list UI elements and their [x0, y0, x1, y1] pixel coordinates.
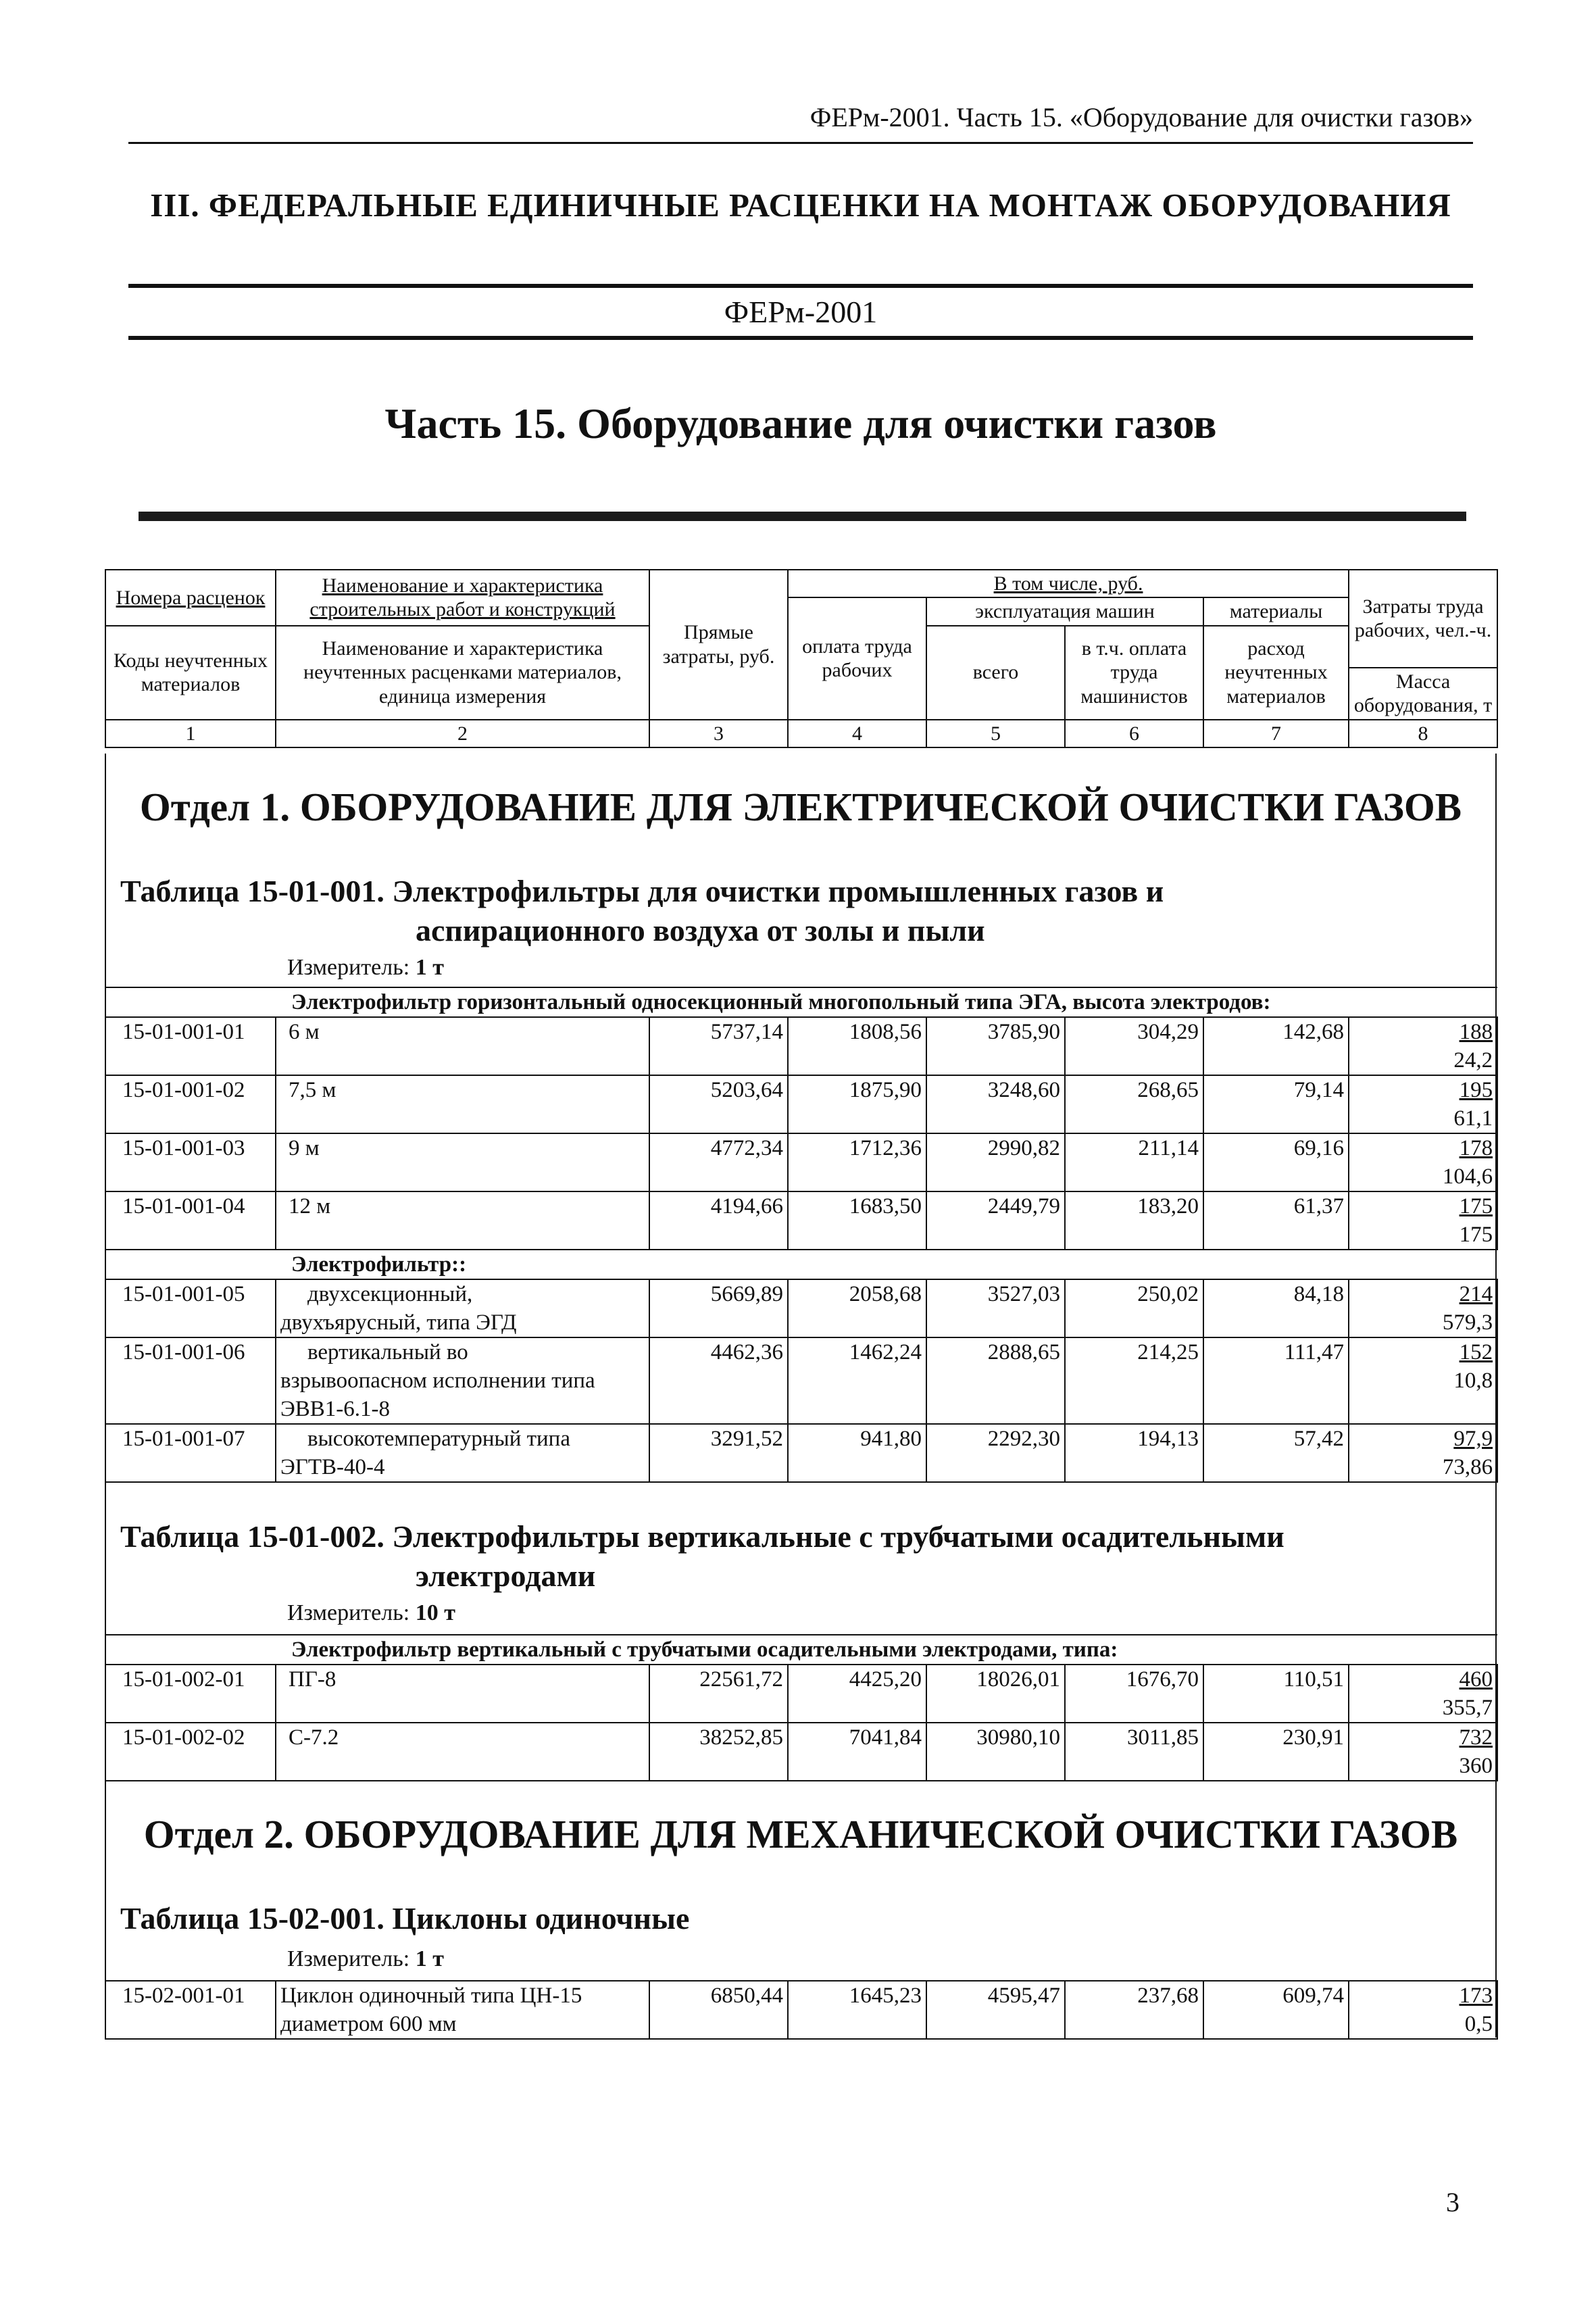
rate-code: 15-01-002-02: [105, 1723, 276, 1781]
materials: 142,68: [1203, 1017, 1349, 1075]
machinists-pay: 304,29: [1065, 1017, 1203, 1075]
rate-name: 7,5 м: [276, 1075, 649, 1133]
labor-pay: 1645,23: [788, 1981, 926, 2039]
header-direct-costs: Прямые затраты, руб.: [649, 570, 788, 720]
table-title-line: аспирационного воздуха от золы и пыли: [416, 913, 985, 947]
machinists-pay: 214,25: [1065, 1337, 1203, 1424]
group-label: Электрофильтр::: [276, 1250, 1497, 1279]
machines-total: 2292,30: [926, 1424, 1065, 1482]
labor-hours: 178: [1459, 1136, 1493, 1160]
column-number: 2: [276, 720, 649, 747]
header-column-numbers: [105, 720, 1497, 747]
header-unaccounted-materials: расход неучтенных материалов: [1203, 626, 1349, 720]
labor-mass-cell: [1349, 1279, 1497, 1337]
table-row: [105, 1981, 1497, 2039]
materials: 79,14: [1203, 1075, 1349, 1133]
rate-name-line: двухсекционный,: [307, 1282, 473, 1306]
labor-mass-cell: [1349, 1424, 1497, 1482]
labor-pay: 1808,56: [788, 1017, 926, 1075]
labor-mass-cell: [1349, 1017, 1497, 1075]
equipment-mass: 10,8: [1453, 1369, 1493, 1393]
table-title: [120, 872, 1404, 950]
rate-name: ПГ-8: [276, 1665, 649, 1723]
rate-code: 15-01-002-01: [105, 1665, 276, 1723]
header-equipment-mass: Масса оборудования, т: [1349, 668, 1497, 720]
machines-total: 18026,01: [926, 1665, 1065, 1723]
equipment-mass: 360: [1459, 1754, 1493, 1778]
table-row: [105, 1723, 1497, 1781]
labor-hours: 460: [1459, 1667, 1493, 1692]
table-row: [105, 1279, 1497, 1337]
divider-rule: [128, 336, 1473, 340]
column-header-table: [105, 569, 1498, 748]
table-row: [105, 1665, 1497, 1723]
machines-total: 2888,65: [926, 1337, 1065, 1424]
rate-name: 6 м: [276, 1017, 649, 1075]
machinists-pay: 237,68: [1065, 1981, 1203, 2039]
table-title-line: Таблица 15-02-001. Циклоны одиночные: [120, 1901, 690, 1936]
labor-pay: 4425,20: [788, 1665, 926, 1723]
materials: 69,16: [1203, 1133, 1349, 1191]
direct-costs: 38252,85: [649, 1723, 788, 1781]
table-row: [105, 1017, 1497, 1075]
measure-label: Измеритель:: [287, 1946, 416, 1971]
measure-unit: [287, 1600, 455, 1626]
labor-pay: 941,80: [788, 1424, 926, 1482]
machinists-pay: 1676,70: [1065, 1665, 1203, 1723]
rates-table-15-02-001: [105, 1980, 1498, 2040]
header-materials: материалы: [1203, 597, 1349, 625]
materials: 230,91: [1203, 1723, 1349, 1781]
column-number: 3: [649, 720, 788, 747]
machinists-pay: 3011,85: [1065, 1723, 1203, 1781]
rate-name-line: Циклон одиночный типа ЦН-15: [280, 1984, 582, 2008]
labor-hours: 152: [1459, 1340, 1493, 1364]
measure-value: 10 т: [415, 1600, 455, 1625]
labor-mass-cell: [1349, 1723, 1497, 1781]
group-label: Электрофильтр горизонтальный односекционный многопольный типа ЭГА, высота электродов:: [276, 987, 1497, 1017]
machines-total: 2449,79: [926, 1191, 1065, 1250]
direct-costs: 4462,36: [649, 1337, 788, 1424]
direct-costs: 5737,14: [649, 1017, 788, 1075]
measure-label: Измеритель:: [287, 955, 416, 980]
machines-total: 3527,03: [926, 1279, 1065, 1337]
column-number: 8: [1349, 720, 1497, 747]
table-row: [105, 1133, 1497, 1191]
rate-name: [276, 1424, 649, 1482]
table-row: [105, 1191, 1497, 1250]
table-title-line: Таблица 15-01-002. Электрофильтры вертикальные с трубчатыми осадительными: [120, 1519, 1285, 1554]
table-title-line: Таблица 15-01-001. Электрофильтры для очистки промышленных газов и: [120, 874, 1164, 908]
group-row: [105, 1250, 1497, 1279]
machinists-pay: 211,14: [1065, 1133, 1203, 1191]
rate-name: 9 м: [276, 1133, 649, 1191]
column-number: 5: [926, 720, 1065, 747]
header-machinists-pay: в т.ч. оплата труда машинистов: [1065, 626, 1203, 720]
measure-value: 1 т: [415, 955, 444, 980]
direct-costs: 3291,52: [649, 1424, 788, 1482]
rate-name-line: ЭГТВ-40-4: [280, 1455, 385, 1479]
rate-name-line: высокотемпературный типа: [307, 1427, 570, 1451]
group-row: [105, 1635, 1497, 1665]
direct-costs: 22561,72: [649, 1665, 788, 1723]
materials: 111,47: [1203, 1337, 1349, 1424]
rate-name-line: взрывоопасном исполнении типа: [280, 1369, 595, 1393]
labor-mass-cell: [1349, 1665, 1497, 1723]
machinists-pay: 194,13: [1065, 1424, 1203, 1482]
labor-pay: 1462,24: [788, 1337, 926, 1424]
header-rule: [128, 142, 1473, 144]
header-work-name: Наименование и характеристика строительных работ и конструкций: [276, 570, 649, 626]
labor-pay: 1712,36: [788, 1133, 926, 1191]
rate-name-line: ЭВВ1-6.1-8: [280, 1397, 391, 1421]
rate-name-line: двухъярусный, типа ЭГД: [280, 1310, 517, 1335]
measure-value: 1 т: [415, 1946, 444, 1971]
equipment-mass: 73,86: [1442, 1455, 1493, 1479]
machinists-pay: 250,02: [1065, 1279, 1203, 1337]
labor-hours: 188: [1459, 1020, 1493, 1044]
rate-code: 15-01-001-06: [105, 1337, 276, 1424]
equipment-mass: 175: [1459, 1223, 1493, 1247]
header-unaccounted-codes: Коды неучтенных материалов: [105, 626, 276, 720]
section-title: III. ФЕДЕРАЛЬНЫЕ ЕДИНИЧНЫЕ РАСЦЕНКИ НА МОНТАЖ ОБОРУДОВАНИЯ: [150, 187, 1451, 224]
materials: 609,74: [1203, 1981, 1349, 2039]
labor-hours: 97,9: [1453, 1427, 1493, 1451]
labor-pay: 2058,68: [788, 1279, 926, 1337]
rate-name: 12 м: [276, 1191, 649, 1250]
labor-mass-cell: [1349, 1981, 1497, 2039]
table-row: [105, 1337, 1497, 1424]
table-row: [105, 1075, 1497, 1133]
direct-costs: 4194,66: [649, 1191, 788, 1250]
machines-total: 30980,10: [926, 1723, 1065, 1781]
group-row: [105, 987, 1497, 1017]
measure-unit: [287, 955, 444, 981]
direct-costs: 6850,44: [649, 1981, 788, 2039]
rate-code: 15-01-001-02: [105, 1075, 276, 1133]
labor-mass-cell: [1349, 1337, 1497, 1424]
rate-name: [276, 1981, 649, 2039]
header-labor-hours: Затраты труда рабочих, чел.-ч.: [1349, 570, 1497, 668]
header-labor-pay: оплата труда рабочих: [788, 597, 926, 719]
labor-hours: 214: [1459, 1282, 1493, 1306]
materials: 84,18: [1203, 1279, 1349, 1337]
table-title-line: электродами: [416, 1558, 596, 1593]
column-number: 6: [1065, 720, 1203, 747]
machines-total: 4595,47: [926, 1981, 1065, 2039]
machines-total: 3248,60: [926, 1075, 1065, 1133]
measure-unit: [287, 1946, 444, 1972]
rate-code: 15-01-001-05: [105, 1279, 276, 1337]
labor-hours: 195: [1459, 1078, 1493, 1102]
rate-name: [276, 1279, 649, 1337]
direct-costs: 5203,64: [649, 1075, 788, 1133]
equipment-mass: 0,5: [1464, 2012, 1493, 2036]
equipment-mass: 61,1: [1453, 1106, 1493, 1131]
part-title: Часть 15. Оборудование для очистки газов: [384, 399, 1217, 447]
equipment-mass: 104,6: [1442, 1164, 1493, 1189]
rate-name: С-7.2: [276, 1723, 649, 1781]
measure-label: Измеритель:: [287, 1600, 416, 1625]
labor-pay: 1683,50: [788, 1191, 926, 1250]
group-label: Электрофильтр вертикальный с трубчатыми осадительными электродами, типа:: [276, 1635, 1497, 1665]
column-number: 1: [105, 720, 276, 747]
running-header: ФЕРм-2001. Часть 15. «Оборудование для очистки газов»: [809, 102, 1473, 132]
rate-code: 15-01-001-04: [105, 1191, 276, 1250]
equipment-mass: 355,7: [1442, 1696, 1493, 1720]
department-title: Отдел 2. ОБОРУДОВАНИЕ ДЛЯ МЕХАНИЧЕСКОЙ ОЧИСТКИ ГАЗОВ: [143, 1812, 1458, 1856]
equipment-mass: 24,2: [1453, 1048, 1493, 1073]
rate-name-line: диаметром 600 мм: [280, 2012, 457, 2036]
rate-code: 15-01-001-07: [105, 1424, 276, 1482]
header-unaccounted-names: Наименование и характеристика неучтенных расценками материалов, единица измерения: [276, 626, 649, 720]
materials: 110,51: [1203, 1665, 1349, 1723]
labor-hours: 175: [1459, 1194, 1493, 1218]
labor-pay: 7041,84: [788, 1723, 926, 1781]
materials: 57,42: [1203, 1424, 1349, 1482]
thick-divider: [139, 512, 1466, 521]
machinists-pay: 183,20: [1065, 1191, 1203, 1250]
rates-table-15-01-001: [105, 987, 1498, 1483]
labor-pay: 1875,90: [788, 1075, 926, 1133]
direct-costs: 4772,34: [649, 1133, 788, 1191]
collection-name: ФЕРм-2001: [724, 295, 878, 329]
rate-code: 15-01-001-01: [105, 1017, 276, 1075]
labor-hours: 173: [1459, 1984, 1493, 2008]
machinists-pay: 268,65: [1065, 1075, 1203, 1133]
header-rate-numbers: Номера расценок: [105, 570, 276, 626]
machines-total: 2990,82: [926, 1133, 1065, 1191]
materials: 61,37: [1203, 1191, 1349, 1250]
equipment-mass: 579,3: [1442, 1310, 1493, 1335]
header-machines-total: всего: [926, 626, 1065, 720]
rate-code: 15-01-001-03: [105, 1133, 276, 1191]
labor-hours: 732: [1459, 1725, 1493, 1750]
rate-name-line: вертикальный во: [307, 1340, 468, 1364]
machines-total: 3785,90: [926, 1017, 1065, 1075]
labor-mass-cell: [1349, 1075, 1497, 1133]
labor-mass-cell: [1349, 1133, 1497, 1191]
header-including: В том числе, руб.: [788, 570, 1349, 597]
direct-costs: 5669,89: [649, 1279, 788, 1337]
labor-mass-cell: [1349, 1191, 1497, 1250]
department-title: Отдел 1. ОБОРУДОВАНИЕ ДЛЯ ЭЛЕКТРИЧЕСКОЙ ОЧИСТКИ ГАЗОВ: [139, 785, 1462, 829]
table-title: [120, 1517, 1404, 1596]
page-number: 3: [1446, 2187, 1460, 2217]
rates-table-15-01-002: [105, 1634, 1498, 1781]
column-number: 7: [1203, 720, 1349, 747]
rate-code: 15-02-001-01: [105, 1981, 276, 2039]
rate-name: [276, 1337, 649, 1424]
table-title: [120, 1899, 1404, 1938]
divider-rule: [128, 284, 1473, 288]
column-number: 4: [788, 720, 926, 747]
table-row: [105, 1424, 1497, 1482]
header-machines: эксплуатация машин: [926, 597, 1203, 625]
